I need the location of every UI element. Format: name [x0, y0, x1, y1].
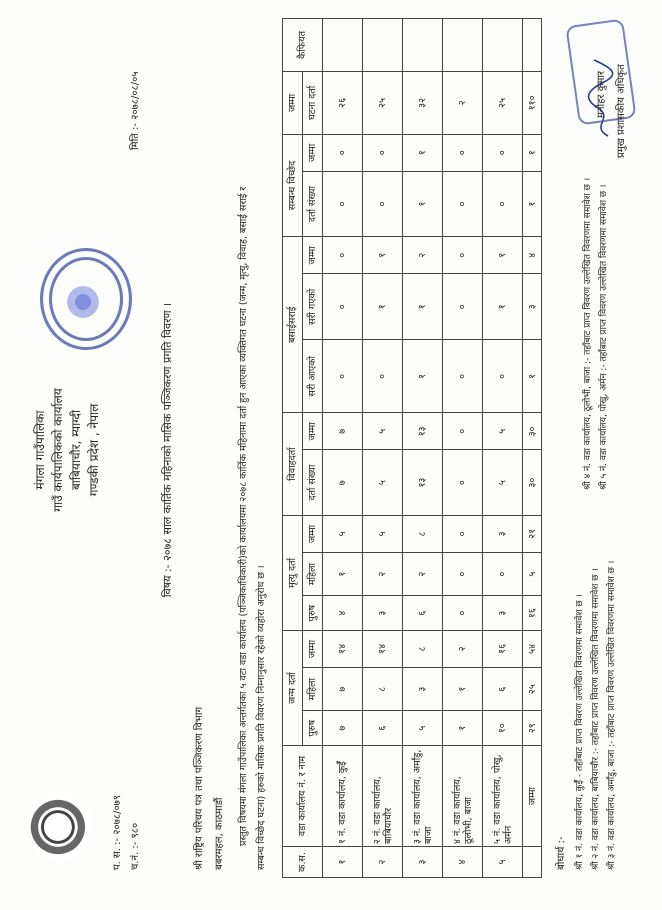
letter-date: मिति :- २०७८/०८/०५ [130, 71, 141, 150]
registration-table [282, 18, 542, 878]
cell: ० [443, 237, 483, 274]
row-office: ४ नं. वडा कार्यालय, ठूलोभी, बाजा [443, 746, 483, 847]
cell: १ [483, 274, 523, 340]
row-sn: १ [323, 847, 363, 878]
cell: १३ [403, 450, 443, 516]
cell: २ [443, 630, 483, 667]
cell [483, 19, 523, 72]
row-office: ५ नं. वडा कार्यालय, पोखु, अर्मन [483, 746, 523, 847]
cell: १० [483, 711, 523, 746]
table-row [443, 19, 483, 878]
letter-cn: च.नं. :- ९८० [130, 822, 141, 870]
cell: २५ [483, 72, 523, 135]
cell: ० [443, 274, 483, 340]
cell: ३० [523, 413, 542, 450]
cell: ० [323, 340, 363, 413]
cell: २५ [363, 72, 403, 135]
cell: २ [403, 552, 443, 595]
cell: २१ [523, 515, 542, 552]
cell: ३० [523, 450, 542, 516]
col-divorce-count: दर्ता संख्या [303, 171, 323, 237]
cell: ४ [523, 237, 542, 274]
cell: ३ [403, 667, 443, 710]
cell: ११० [523, 72, 542, 135]
row-sn: २ [363, 847, 403, 878]
group-divorce: सम्बन्ध विच्छेद [283, 134, 303, 237]
col-death-male: पुरुष [303, 596, 323, 631]
cell: १ [443, 711, 483, 746]
cell: ५ [483, 450, 523, 516]
cell: १ [523, 134, 542, 171]
cell: ५ [363, 450, 403, 516]
group-total: जम्मा [283, 72, 303, 135]
cc-item: श्री ३ नं. वडा कार्यालय, अर्मांडु, बाजा :- तहाँबाट प्राप्त विवरण उल्लेखित विवरणमा समावेश छ । [607, 560, 617, 870]
cell [363, 19, 403, 72]
cell: ० [483, 171, 523, 237]
cell: १ [403, 340, 443, 413]
cell: १ [443, 667, 483, 710]
signatory-title: प्रमुख प्रशासकीय अधिकृत [616, 64, 627, 158]
cell: ६ [483, 667, 523, 710]
total-sn [523, 847, 542, 878]
cell: ३ [523, 274, 542, 340]
cell [443, 19, 483, 72]
cell: २ [403, 237, 443, 274]
letter-ps: प. स. :- २०७८/०७९ [112, 794, 123, 870]
group-migration: बसाईसराई [283, 237, 303, 413]
row-office: १ नं. वडा कार्यालय, कुईँ [323, 746, 363, 847]
col-migration-total: जम्मा [303, 237, 323, 274]
col-birth-male: पुरुष [303, 711, 323, 746]
cell: ० [323, 274, 363, 340]
org-name: मंगला गाउँपालिका [33, 410, 47, 490]
cell: ० [483, 552, 523, 595]
cell: १३ [403, 413, 443, 450]
table-total-row [523, 19, 542, 878]
cell: ५ [323, 515, 363, 552]
table-row [483, 19, 523, 878]
cell: ० [363, 340, 403, 413]
cell: ० [443, 340, 483, 413]
cell: ० [443, 552, 483, 595]
cell: १ [483, 237, 523, 274]
col-migration-out: सरी गएको [303, 274, 323, 340]
cell: १ [323, 552, 363, 595]
cell: ० [363, 134, 403, 171]
signatory-name: मनोहर कुमार [596, 70, 607, 118]
cell: १ [523, 171, 542, 237]
office-name: गाउँ कार्यपालिकको कार्यालय [51, 388, 65, 512]
office-address: बाबियाचौर, म्याग्दी [69, 409, 83, 491]
cell [323, 19, 363, 72]
cell: १ [403, 274, 443, 340]
group-death: मृत्यु दर्ता [283, 515, 303, 630]
nepal-emblem-icon [30, 792, 92, 862]
office-seal-stamp [40, 248, 132, 350]
cc-item: श्री ४ नं. वडा कार्यालय, ठूलोभी, बाजा :- तहाँबाट प्राप्त विवरण उल्लेखित विवरणमा समावेश छ । [583, 177, 593, 490]
cell: ० [443, 413, 483, 450]
row-sn: ५ [483, 847, 523, 878]
cell: ० [443, 134, 483, 171]
cell: ० [323, 171, 363, 237]
cell: ५४ [523, 630, 542, 667]
cell: ५ [403, 711, 443, 746]
cell: ३ [483, 596, 523, 631]
cell [403, 19, 443, 72]
cell: १४ [363, 630, 403, 667]
cell: १६ [523, 596, 542, 631]
cell: २५ [523, 667, 542, 710]
body-line1: प्रस्तुत विषयमा मंगला गाउँपालिका अन्तर्गतका ५ वटा वडा कार्यालय (पञ्जिकाधिकारी)को कार्यालयमा २०७८ कार्तिक महिनामा दर्ता हुन आएका व्यक्तिगत घटना (जन्म, मृत्यु, विवाह, बसाईं सराई र [238, 186, 249, 846]
table-row [403, 19, 443, 878]
cell: ६ [363, 711, 403, 746]
col-event-registration: घटना दर्ता [303, 72, 323, 135]
cell: ७ [323, 413, 363, 450]
col-birth-total: जम्मा [303, 630, 323, 667]
cell: ३ [483, 515, 523, 552]
cell: ८ [403, 630, 443, 667]
cell [523, 19, 542, 72]
col-marriage-count: दर्ता संख्या [303, 450, 323, 516]
cell: ५ [483, 413, 523, 450]
cell: २ [363, 552, 403, 595]
cell: ० [443, 171, 483, 237]
col-death-female: महिला [303, 552, 323, 595]
cell: २६ [323, 72, 363, 135]
cc-item: श्री १ नं. वडा कार्यालय, कुईँ - तहाँबाट प्राप्त विवरण उल्लेखित विवरणमा समावेश छ । [575, 594, 585, 870]
col-remarks: कैफियत [283, 19, 323, 72]
cell: ५ [363, 413, 403, 450]
cc-heading: बोधार्थ :- [556, 836, 567, 870]
cell: ० [443, 450, 483, 516]
group-birth: जन्म दर्ता [283, 630, 303, 745]
cell: ७ [323, 450, 363, 516]
body-line2: सम्बन्ध विच्छेद घटना) हरुको मासिक प्रगति विवरण निम्नानुसार रहेको व्यहोरा अनुरोध छ । [256, 565, 267, 870]
recipient-line1: श्री राष्ट्रिय परिचय पत्र तथा पञ्जिकरण विभाग [194, 706, 205, 870]
cell: ० [443, 596, 483, 631]
total-label: जम्मा [523, 746, 542, 847]
cell: १ [363, 237, 403, 274]
col-death-total: जम्मा [303, 515, 323, 552]
group-marriage: विवाहदर्ता [283, 413, 303, 516]
cell: ० [483, 134, 523, 171]
letter-subject: विषय :- २०७८ साल कार्तिक महिनाको मासिक पञ्जिकरण प्रगति विवरण । [161, 302, 174, 598]
cell: ८ [403, 515, 443, 552]
cell: ० [483, 340, 523, 413]
row-sn: ४ [443, 847, 483, 878]
cell: ५ [523, 552, 542, 595]
cell: १ [523, 340, 542, 413]
cell: ८ [363, 667, 403, 710]
cell: ० [363, 171, 403, 237]
cc-item: श्री ५ नं. वडा कार्यालय, पोखु, अर्मन :- तहाँबाट प्राप्त विवरण उल्लेखित विवरणमा समावेश छ । [599, 184, 609, 490]
cell: ७ [323, 667, 363, 710]
cell: ३२ [403, 72, 443, 135]
cell: ४ [323, 596, 363, 631]
row-office: २ नं. वडा कार्यालय, बाबियाचौर [363, 746, 403, 847]
province-name: गण्डकी प्रदेश , नेपाल [87, 403, 101, 497]
col-migration-in: सरी आएको [303, 340, 323, 413]
cell: ७ [323, 711, 363, 746]
cell: ५ [363, 515, 403, 552]
table-row [323, 19, 363, 878]
col-divorce-total: जम्मा [303, 134, 323, 171]
col-sn: क.स. [283, 847, 323, 878]
recipient-line2: बबरमहल, काठमाडौं [214, 797, 225, 870]
cell: १ [403, 134, 443, 171]
cell: ६ [403, 596, 443, 631]
cell: ० [443, 515, 483, 552]
cell: १ [403, 171, 443, 237]
col-office: वडा कार्यालय नं. र नाम [283, 746, 323, 847]
cell: २ [443, 72, 483, 135]
cell: १६ [483, 630, 523, 667]
cell: ० [323, 237, 363, 274]
cell: ३ [363, 596, 403, 631]
row-office: ३ नं. वडा कार्यालय, अर्मांडु, बाजा [403, 746, 443, 847]
col-marriage-total: जम्मा [303, 413, 323, 450]
row-sn: ३ [403, 847, 443, 878]
cell: १४ [323, 630, 363, 667]
cc-item: श्री २ नं. वडा कार्यालय, बाबियाचौर :- तहाँबाट प्राप्त विवरण उल्लेखित विवरणमा समावेश छ । [591, 568, 601, 870]
cell: २९ [523, 711, 542, 746]
cell: ० [323, 134, 363, 171]
col-birth-female: महिला [303, 667, 323, 710]
table-row [363, 19, 403, 878]
cell: १ [363, 274, 403, 340]
